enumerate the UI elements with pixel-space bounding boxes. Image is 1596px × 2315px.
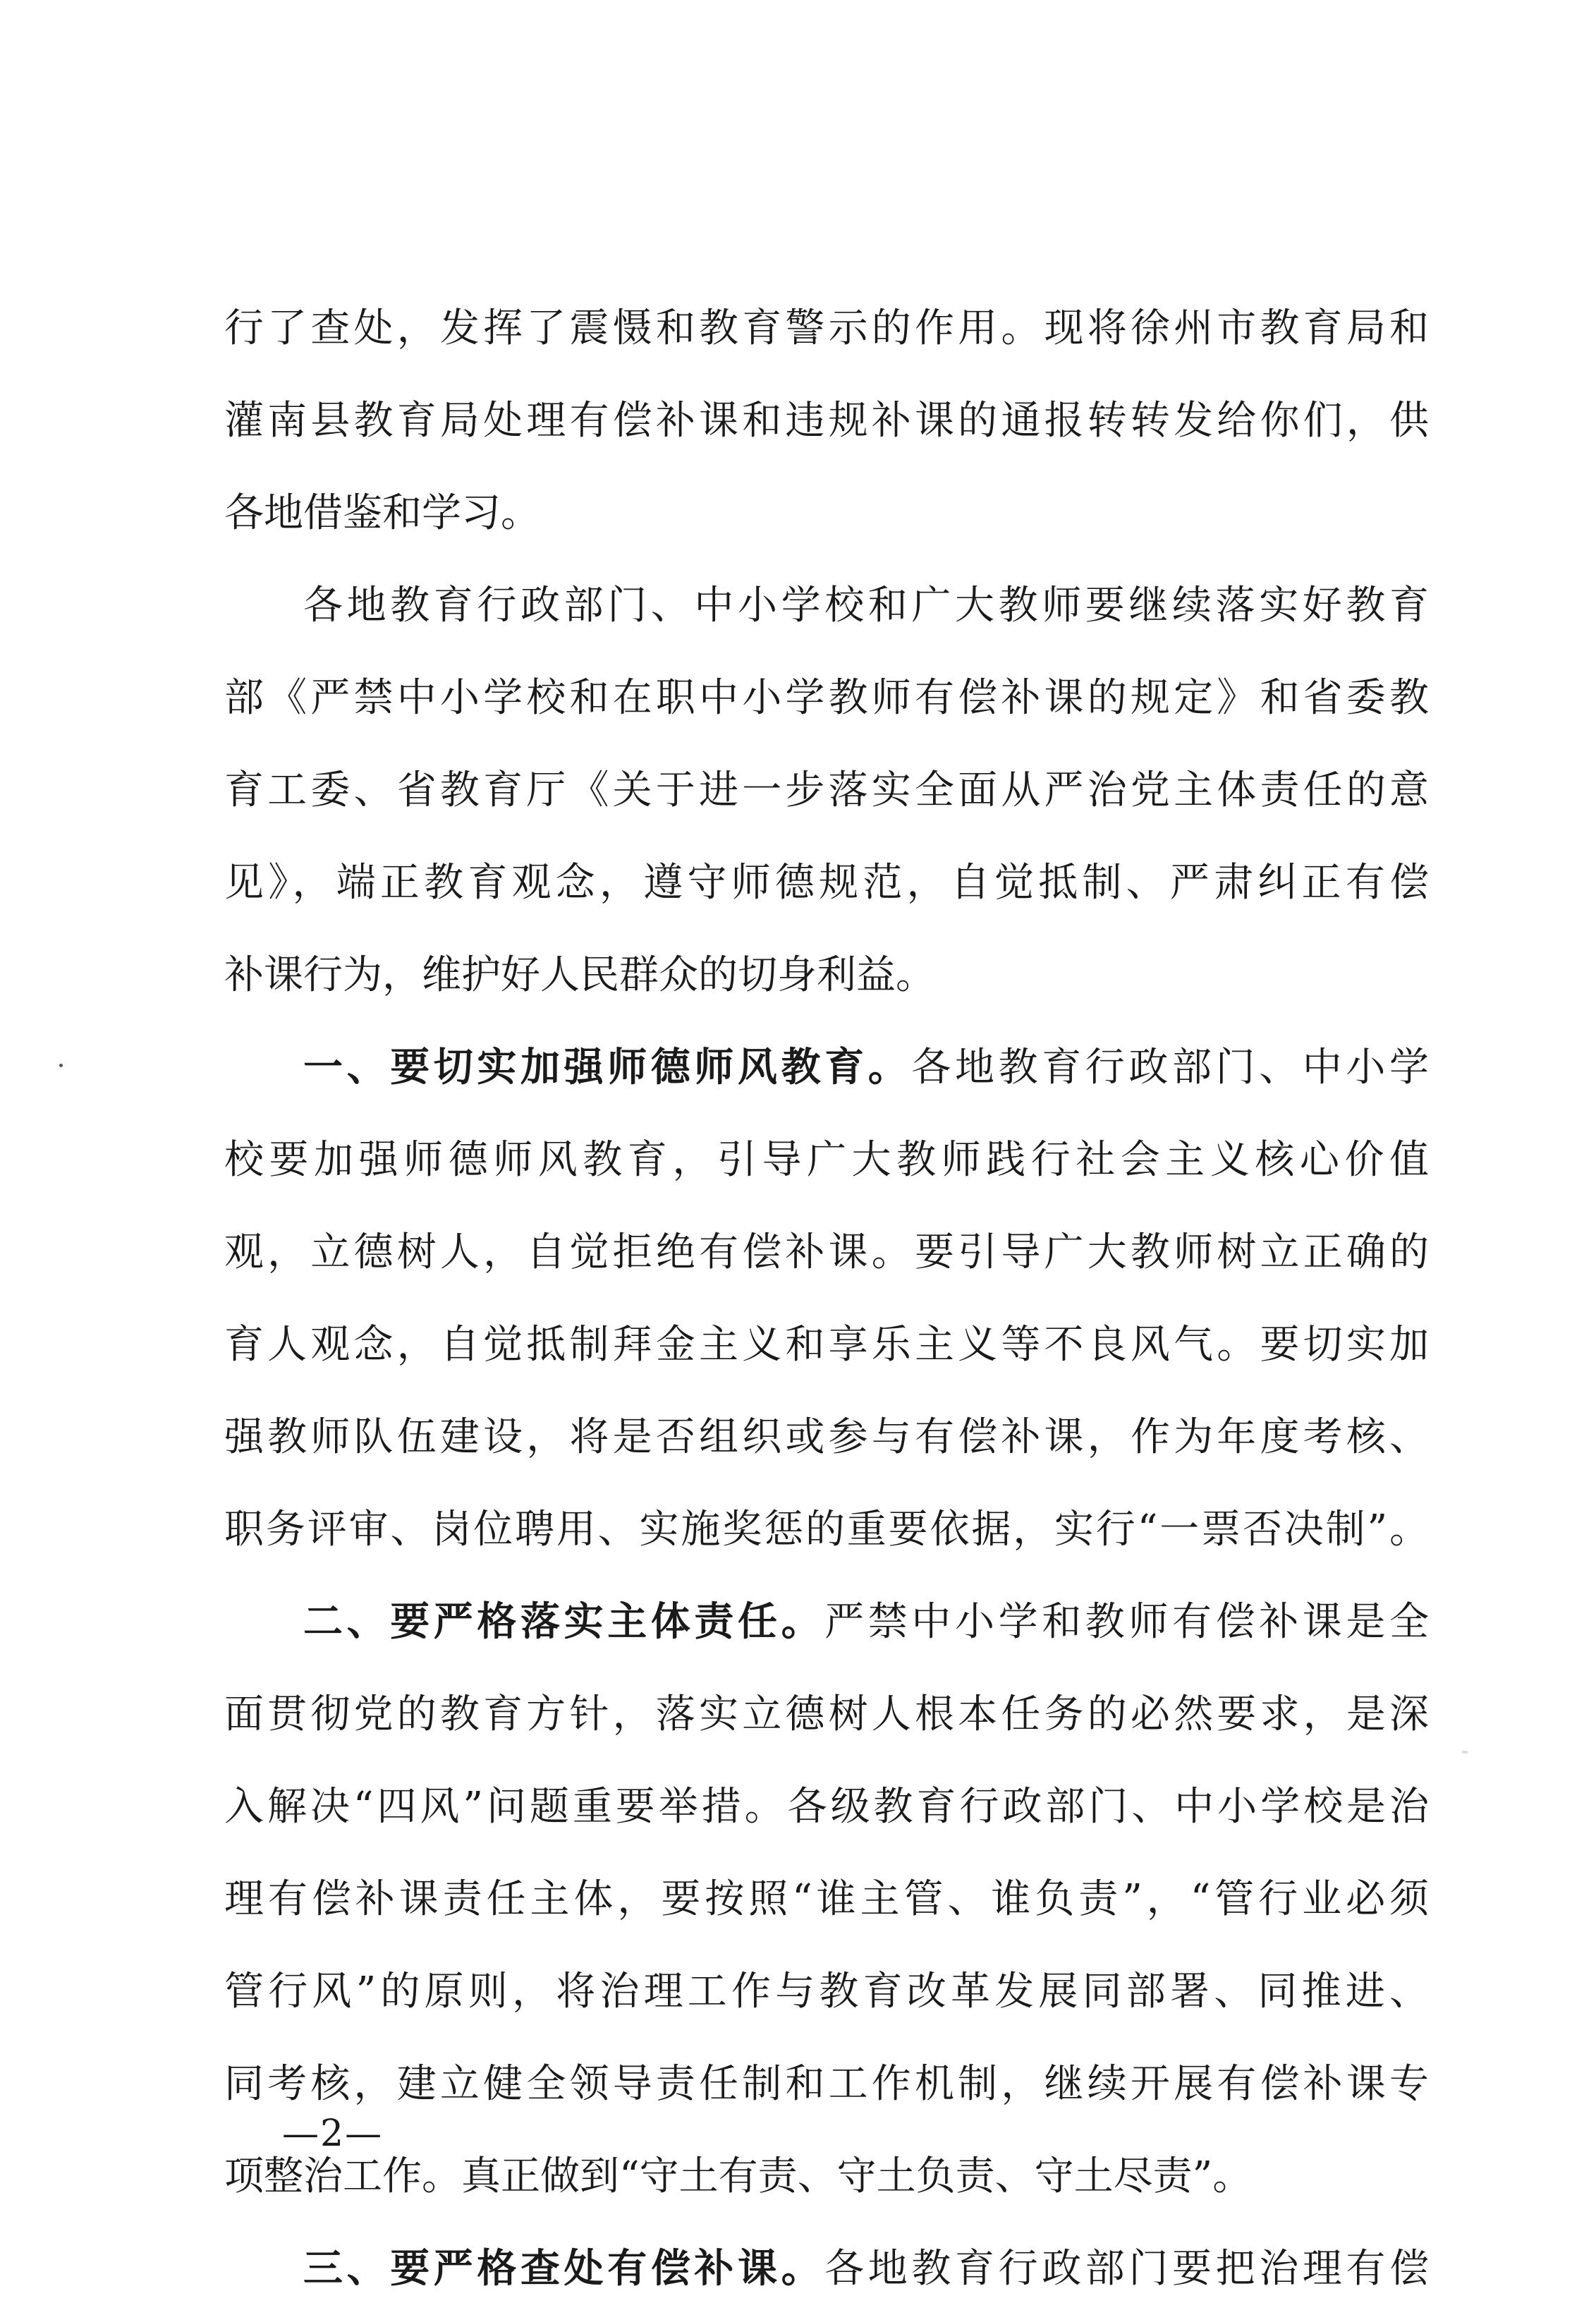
section-heading: 三、要严格查处有偿补课。 [303,2246,825,2292]
text-line: 项整治工作。真正做到“守土有责、守土负责、守土尽责”。 [224,2153,1253,2199]
text-run: 各地教育行政部门要把治理有偿 [824,2246,1430,2292]
scan-speck [59,1064,63,1067]
text-line: 管行风”的原则，将治理工作与教育改革发展同部署、同推进、 [224,1969,1429,2015]
section-heading-line [224,2223,1429,2315]
text-line: 入解决“四风”问题重要举措。各级教育行政部门、中小学校是治 [224,1784,1429,1830]
text-line: 强教师队伍建设，将是否组织或参与有偿补课，作为年度考核、 [224,1414,1429,1460]
section-heading-line [224,1021,1429,1114]
section-heading: 二、要严格落实主体责任。 [303,1599,825,1645]
page-number: —2— [282,2113,384,2155]
scan-speck [1461,1751,1468,1754]
text-line: 职务评审、岗位聘用、实施奖惩的重要依据，实行“一票否决制”。 [224,1507,1429,1553]
text-line: 理有偿补课责任主体，要按照“谁主管、谁负责”，“管行业必须 [224,1876,1429,1922]
section-heading-line [224,1576,1429,1668]
text-line: 各地借鉴和学习。 [224,490,540,536]
text-line: 见》，端正教育观念，遵守师德规范，自觉抵制、严肃纠正有偿 [224,860,1429,906]
text-run: 严禁中小学和教师有偿补课是全 [824,1599,1430,1645]
text-line: 补课行为，维护好人民群众的切身利益。 [224,952,935,998]
text-line: 面贯彻党的教育方针，落实立德树人根本任务的必然要求，是深 [224,1691,1429,1737]
text-line: 各地教育行政部门、中小学校和广大教师要继续落实好教育 [303,583,1429,628]
text-line: 育人观念，自觉抵制拜金主义和享乐主义等不良风气。要切实加 [224,1322,1429,1368]
text-line: 观，立德树人，自觉拒绝有偿补课。要引导广大教师树立正确的 [224,1229,1429,1275]
text-line: 同考核，建立健全领导责任制和工作机制，继续开展有偿补课专 [224,2061,1429,2107]
section-heading: 一、要切实加强师德师风教育。 [303,1045,912,1090]
text-line: 部《严禁中小学校和在职中小学教师有偿补课的规定》和省委教 [224,675,1429,721]
text-run: 各地教育行政部门、中小学 [911,1045,1430,1090]
text-line: 育工委、省教育厅《关于进一步落实全面从严治党主体责任的意 [224,767,1429,813]
text-line: 行了查处，发挥了震慑和教育警示的作用。现将徐州市教育局和 [224,305,1429,351]
document-body [224,282,1429,2315]
text-line: 校要加强师德师风教育，引导广大教师践行社会主义核心价值 [224,1137,1429,1183]
text-line: 灌南县教育局处理有偿补课和违规补课的通报转转发给你们，供 [224,398,1429,444]
